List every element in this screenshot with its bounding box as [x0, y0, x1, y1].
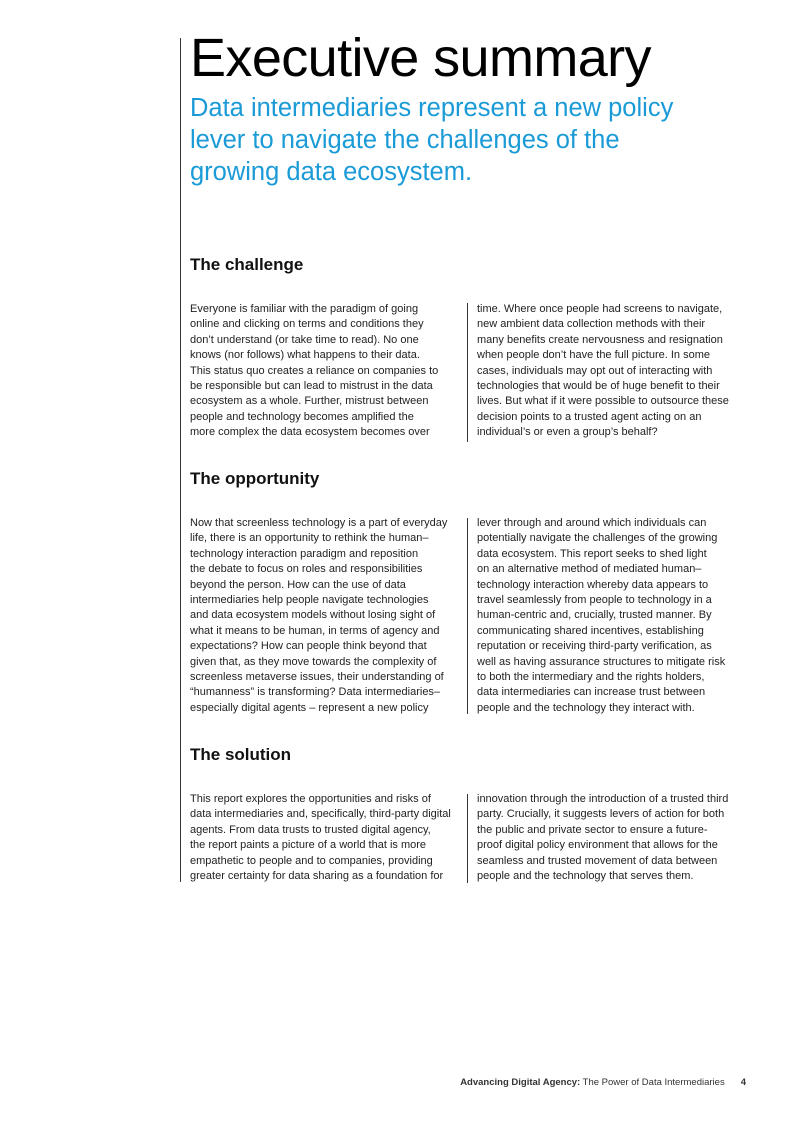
text-line: be responsible but can lead to mistrust in the data — [190, 380, 433, 393]
left-margin-rule — [180, 38, 181, 882]
text-line: people and the technology they interact with. — [477, 701, 695, 714]
text-line: more complex the data ecosystem becomes over — [190, 426, 430, 439]
section-heading-solution: The solution — [190, 745, 292, 764]
text-line: reputation or receiving third-party verification, as — [477, 640, 712, 653]
text-line: individual’s or even a group’s behalf? — [477, 426, 658, 439]
text-line: potentially navigate the challenges of the growing — [477, 532, 718, 545]
footer-report-title: The Power of Data Intermediaries — [580, 1077, 725, 1088]
lede-line: growing data ecosystem. — [190, 158, 473, 186]
lede-subtitle — [190, 92, 730, 188]
text-line: intermediaries help people navigate technologies — [190, 594, 429, 607]
text-line: innovation through the introduction of a trusted third — [477, 793, 729, 805]
text-line: the public and private sector to ensure a future- — [477, 823, 708, 836]
footer-report-title-bold: Advancing Digital Agency: — [460, 1077, 581, 1088]
page-number: 4 — [740, 1077, 746, 1088]
text-line: on an alternative method of mediated human– — [477, 563, 702, 576]
text-line: screenless metaverse issues, their understanding of — [190, 671, 444, 684]
text-line: human-centric and, crucially, trusted manner. By — [477, 609, 712, 622]
text-line: seamless and trusted movement of data between — [477, 854, 718, 867]
section-heading-opportunity: The opportunity — [190, 469, 320, 488]
solution-left-column — [190, 792, 468, 884]
text-line: data intermediaries and, specifically, third-party digital — [190, 808, 451, 821]
text-line: data intermediaries can increase trust between — [477, 686, 706, 699]
section-heading-challenge: The challenge — [190, 255, 304, 274]
challenge-right-column — [477, 302, 755, 441]
text-line: people and the technology that serves them. — [477, 870, 694, 883]
text-line: technology interaction whereby data appears to — [477, 578, 709, 591]
text-line: people and technology becomes amplified the — [190, 410, 414, 423]
text-line: online and clicking on terms and conditions they — [190, 318, 424, 331]
text-line: cases, individuals may opt out of interacting with — [477, 364, 713, 377]
opportunity-right-column — [477, 516, 755, 716]
text-line: agents. From data trusts to trusted digital agency, — [190, 823, 431, 836]
text-line: well as having assurance structures to mitigate risk — [477, 655, 726, 668]
text-line: many benefits create nervousness and resignation — [477, 333, 723, 346]
text-line: expectations? How can people think beyond that — [190, 640, 427, 653]
text-line: decision points to a trusted agent acting on an — [477, 410, 702, 423]
text-line: proof digital policy environment that allows for the — [477, 839, 718, 852]
text-line: This status quo creates a reliance on companies to — [190, 364, 439, 377]
text-line: Everyone is familiar with the paradigm of going — [190, 303, 419, 315]
text-line: technology interaction paradigm and reposition — [190, 547, 419, 560]
text-line: “humanness” is transforming? Data intermediaries– — [190, 686, 441, 699]
text-line: life, there is an opportunity to rethink the human– — [190, 532, 429, 545]
lede-line: lever to navigate the challenges of the — [190, 126, 620, 154]
text-line: given that, as they move towards the complexity of — [190, 655, 437, 668]
text-line: greater certainty for data sharing as a foundation for — [190, 870, 444, 883]
text-line: empathetic to people and to companies, providing — [190, 854, 433, 867]
text-line: technologies that would be of huge benefit to their — [477, 380, 720, 393]
text-line: lives. But what if it were possible to outsource these — [477, 395, 729, 408]
text-line: party. Crucially, it suggests levers of action for both — [477, 808, 725, 821]
page-footer — [460, 1077, 746, 1088]
lede-line: Data intermediaries represent a new policy — [190, 94, 674, 122]
opportunity-left-column — [190, 516, 468, 716]
solution-right-column — [477, 792, 755, 884]
text-line: what it means to be human, in terms of agency and — [190, 624, 440, 637]
text-line: to both the intermediary and the rights holders, — [477, 671, 705, 684]
text-line: ecosystem as a whole. Further, mistrust between — [190, 395, 429, 408]
text-line: This report explores the opportunities and risks of — [190, 793, 431, 805]
text-line: the report paints a picture of a world that is more — [190, 839, 427, 852]
challenge-left-column — [190, 302, 468, 441]
text-line: travel seamlessly from people to technology in a — [477, 594, 712, 607]
text-line: and data ecosystem models without losing sight of — [190, 609, 436, 622]
text-line: Now that screenless technology is a part of everyday — [190, 517, 448, 529]
text-line: lever through and around which individuals can — [477, 517, 707, 529]
text-line: new ambient data collection methods with their — [477, 318, 706, 331]
text-line: data ecosystem. This report seeks to shed light — [477, 547, 707, 560]
text-line: communicating shared incentives, establishing — [477, 624, 704, 637]
page-title: Executive summary — [190, 28, 651, 88]
text-line: beyond the person. How can the use of data — [190, 578, 406, 591]
text-line: especially digital agents – represent a new policy — [190, 701, 429, 714]
text-line: when people don’t have the full picture. In some — [477, 349, 710, 362]
text-line: time. Where once people had screens to navigate, — [477, 303, 723, 315]
text-line: don’t understand (or take time to read). No one — [190, 333, 419, 346]
text-line: the debate to focus on roles and responsibilities — [190, 563, 423, 576]
text-line: knows (nor follows) what happens to their data. — [190, 349, 420, 362]
